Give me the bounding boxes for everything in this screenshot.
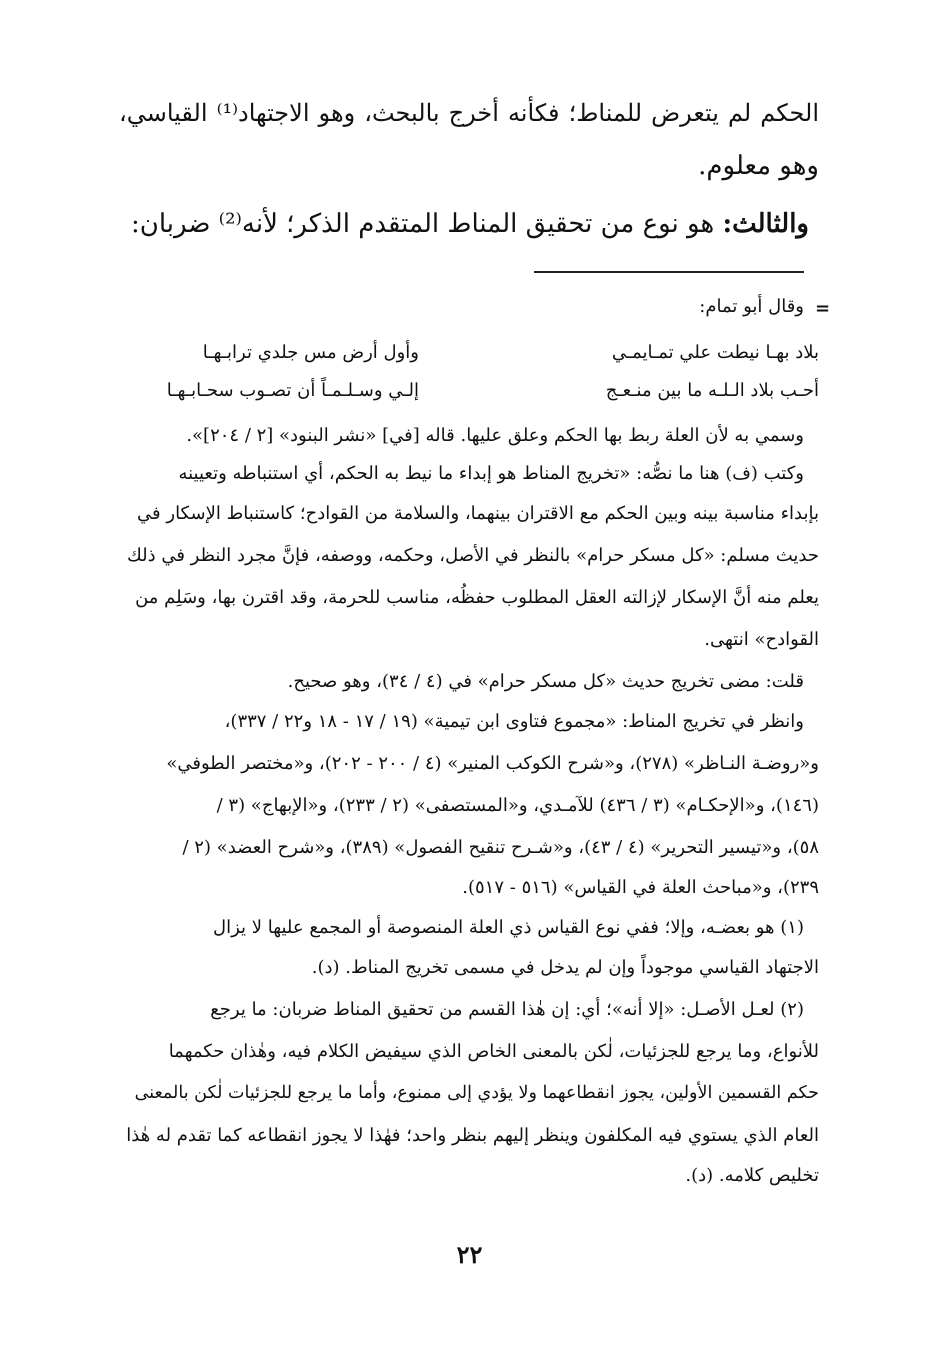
footnote-2-line-1: (٢) لعـل الأصـل: «إلا أنه»؛ أي: إن هٰذا القسم من تحقيق المناط ضربان: ما يرجع xyxy=(210,999,804,1020)
section-heading-third: والثالث: xyxy=(722,209,809,239)
note-line-6: القوادح» انتهى. xyxy=(704,629,819,650)
note-line-3: بإبداء مناسبة بينه وبين الحكم مع الاقتران بينهما، والسلامة من القوادح؛ كاستنباط الإسكار في xyxy=(137,503,819,524)
footnote-intro: وقال أبو تمام: xyxy=(699,296,804,317)
verse-2-second-hemistich: إلـي وسـلـمـاً أن تصـوب سحـابـهـا xyxy=(166,380,419,401)
note-line-1: وسمي به لأن العلة ربط بها الحكم وعلق عليها. قاله [في] «نشر البنود» [٢ / ٢٠٤]». xyxy=(186,425,804,446)
note-line-4: حديث مسلم: «كل مسكر حرام» بالنظر في الأصل، وحكمه، ووصفه، فإنَّ مجرد النظر في ذلك xyxy=(126,545,819,566)
note-line-11: ٥٨)، و«تيسير التحرير» (٤ / ٤٣)، و«شـرح تنقيح الفصول» (٣٨٩)، و«شرح العضد» (٢ / xyxy=(182,837,819,858)
footnote-2-line-4: العام الذي يستوي فيه المكلفون وينظر إليهم بنظر واحد؛ فهٰذا لا يجوز انقطاعه كما تقدم له هٰذا xyxy=(126,1125,819,1146)
footnote-1-line-2: الاجتهاد القياسي موجوداً وإن لم يدخل في مسمى تخريج المناط. (د). xyxy=(311,957,819,978)
note-line-10: (١٤٦)، و«الإحكـام» (٣ / ٤٣٦) للآمـدي، و«المستصفى» (٢ / ٢٣٣)، و«الإبهاج» (٣ / xyxy=(216,795,819,816)
footnote-separator xyxy=(534,271,804,273)
note-line-8: وانظر في تخريج المناط: «مجموع فتاوى ابن تيمية» (١٩ / ١٧ - ١٨ و٢٢ / ٣٣٧)، xyxy=(224,711,804,732)
page-number: ٢٢ xyxy=(456,1240,483,1269)
note-line-7: قلت: مضى تخريج حديث «كل مسكر حرام» في (٤ / ٣٤)، وهو صحيح. xyxy=(287,671,804,692)
verse-1-second-hemistich: وأول أرض مس جلدي ترابـهـا xyxy=(202,342,419,363)
section-heading-third-text: هو نوع من تحقيق المناط المتقدم الذكر؛ لأنه⁽²⁾ ضربان: xyxy=(130,209,723,239)
note-line-5: يعلم منه أنَّ الإسكار لإزالته العقل المطلوب حفظُه، مناسب للحرمة، وقد اقترن بها، وسَلِم من xyxy=(135,587,819,608)
footnote-2-line-5: تخليص كلامه. (د). xyxy=(685,1165,819,1186)
footnote-2-line-3: حكم القسمين الأولين، يجوز انقطاعهما ولا يؤدي إلى ممنوع، وأما ما يرجع للجزئيات لٰكن بالمعنى xyxy=(134,1083,819,1103)
verse-1-first-hemistich: بلاد بهـا نيطت علي تمـايمـي xyxy=(611,342,819,363)
note-line-9: و«روضـة النـاظر» (٢٧٨)، و«شرح الكوكب المنير» (٤ / ٢٠٠ - ٢٠٢)، و«مختصر الطوفي» xyxy=(166,753,819,774)
main-text-line-3 xyxy=(131,210,809,239)
footnote-2-line-2: للأنواع، وما يرجع للجزئيات، لٰكن بالمعنى الخاص الذي سيفيض الكلام فيه، وهٰذان حكمهما xyxy=(168,1041,819,1062)
main-text-line-2: وهو معلوم. xyxy=(698,151,819,181)
note-line-12: ٢٣٩)، و«مباحث العلة في القياس» (٥١٦ - ٥١٧). xyxy=(462,877,819,898)
main-text-line-1: الحكم لم يتعرض للمناط؛ فكأنه أخرج بالبحث، وهو الاجتهاد⁽¹⁾ القياسي، xyxy=(119,99,819,127)
verse-2-first-hemistich: أحـب بلاد الـلـه ما بين منـعـج xyxy=(605,380,819,401)
continuation-marker: = xyxy=(815,298,831,319)
note-line-2: وكتب (ف) هنا ما نصُّه: «تخريج المناط هو إبداء ما نيط به الحكم، أي استنباطه وتعيينه xyxy=(178,463,804,484)
footnote-1-line-1: (١) هو بعضـه، وإلا؛ ففي نوع القياس ذي العلة المنصوصة أو المجمع عليها لا يزال xyxy=(212,917,804,938)
